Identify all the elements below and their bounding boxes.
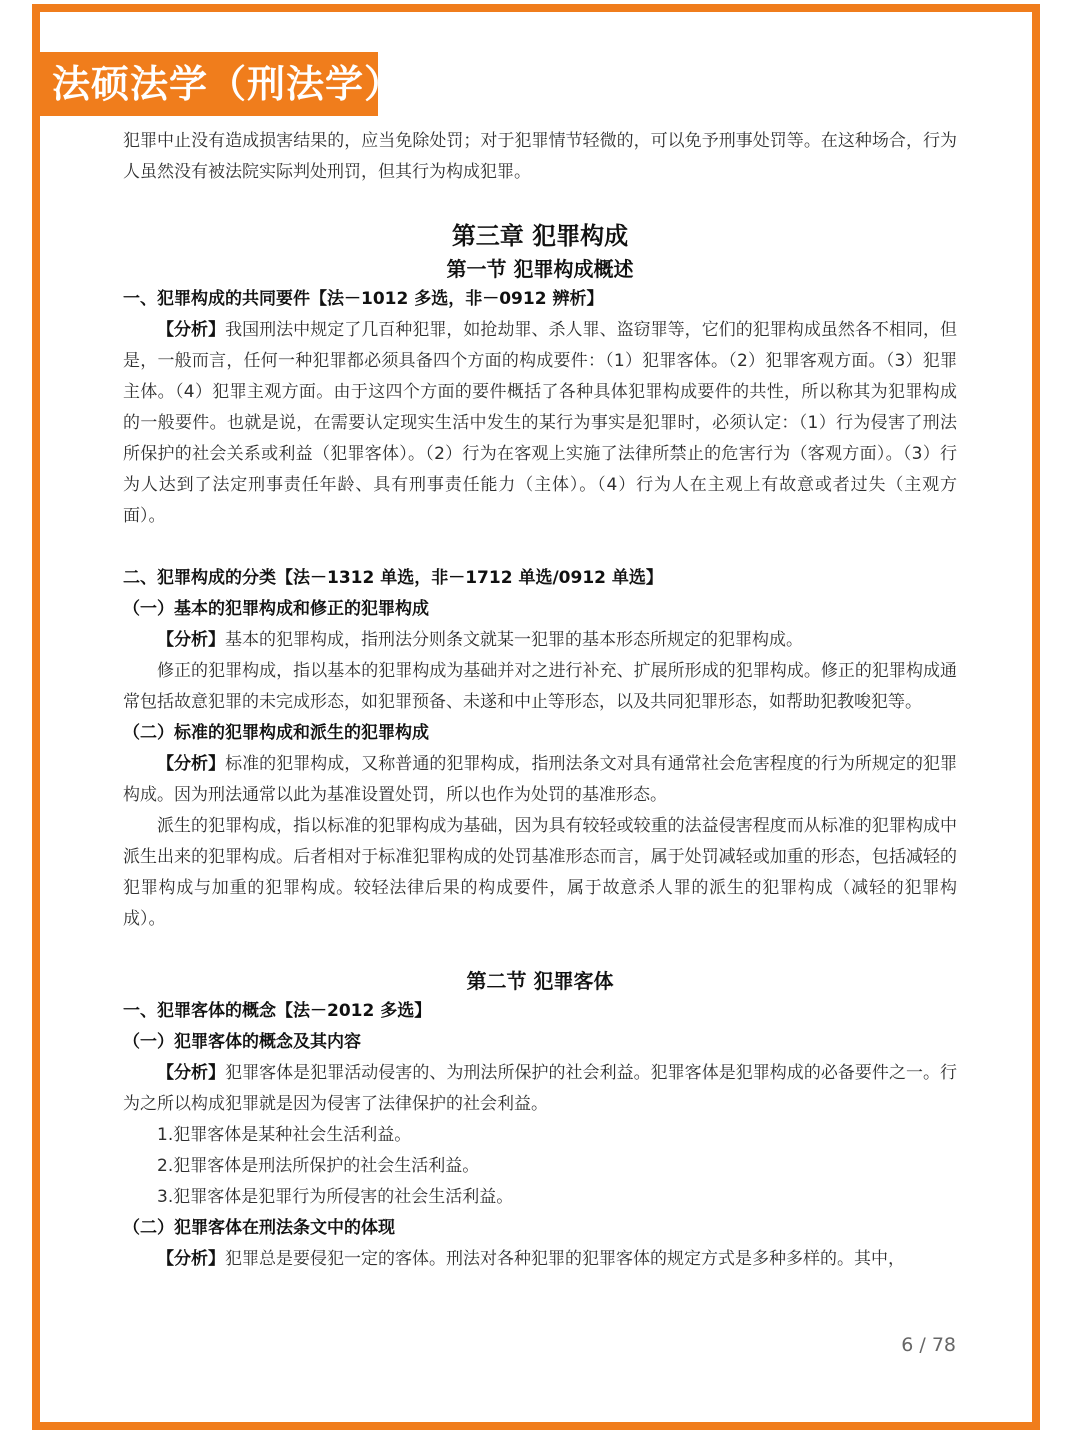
list-item: 1.犯罪客体是某种社会生活利益。 <box>157 1125 412 1145</box>
chapter-title: 第三章 犯罪构成 <box>451 222 629 250</box>
paragraph <box>123 625 957 656</box>
section-title: 第二节 犯罪客体 <box>466 969 614 993</box>
analysis-tag: 【分析】 <box>157 630 225 650</box>
heading-classification: 二、犯罪构成的分类【法－1312 单选，非－1712 单选/0912 单选】 <box>123 568 663 588</box>
analysis-tag: 【分析】 <box>157 1249 225 1269</box>
paragraph: 修正的犯罪构成，指以基本的犯罪构成为基础并对之进行补充、扩展所形成的犯罪构成。修正的犯罪构成通常包括故意犯罪的未完成形态，如犯罪预备、未遂和中止等形态，以及共同犯罪形态，如帮助犯教唆犯等。 <box>123 661 957 712</box>
list-item: 2.犯罪客体是刑法所保护的社会生活利益。 <box>157 1156 480 1176</box>
heading-object-concept: 一、犯罪客体的概念【法－2012 多选】 <box>123 1001 432 1021</box>
analysis-tag: 【分析】 <box>157 320 226 340</box>
header-title: 法硕法学（刑法学） <box>52 62 404 106</box>
paragraph: 派生的犯罪构成，指以标准的犯罪构成为基础，因为具有较轻或较重的法益侵害程度而从标准的犯罪构成中派生出来的犯罪构成。后者相对于标准犯罪构成的处罚基准形态而言，属于处罚减轻或加重的形态，包括减轻的犯罪构成与加重的犯罪构成。较轻法律后果的构成要件，属于故意杀人罪的派生的犯罪构成（减轻的犯罪构成）。 <box>123 816 957 929</box>
paragraph-text: 标准的犯罪构成，又称普通的犯罪构成，指刑法条文对具有通常社会危害程度的行为所规定的犯罪构成。因为刑法通常以此为基准设置处罚，所以也作为处罚的基准形态。 <box>123 754 958 805</box>
subheading: （二）犯罪客体在刑法条文中的体现 <box>123 1218 395 1238</box>
paragraph <box>123 1058 957 1120</box>
subheading: （一）基本的犯罪构成和修正的犯罪构成 <box>123 599 429 619</box>
paragraph-text: 犯罪总是要侵犯一定的客体。刑法对各种犯罪的犯罪客体的规定方式是多种多样的。其中， <box>225 1249 905 1269</box>
paragraph-text: 犯罪客体是犯罪活动侵害的、为刑法所保护的社会利益。犯罪客体是犯罪构成的必备要件之一。行为之所以构成犯罪就是因为侵害了法律保护的社会利益。 <box>123 1063 958 1114</box>
heading-common-elements: 一、犯罪构成的共同要件【法－1012 多选，非－0912 辨析】 <box>123 289 604 309</box>
paragraph <box>123 749 957 811</box>
paragraph-text: 基本的犯罪构成，指刑法分则条文就某一犯罪的基本形态所规定的犯罪构成。 <box>225 630 803 650</box>
subheading: （一）犯罪客体的概念及其内容 <box>123 1032 361 1052</box>
subheading: （二）标准的犯罪构成和派生的犯罪构成 <box>123 723 429 743</box>
page-number: 6 / 78 <box>901 1334 956 1356</box>
paragraph <box>123 1244 957 1275</box>
analysis-tag: 【分析】 <box>157 754 226 774</box>
intro-paragraph: 犯罪中止没有造成损害结果的，应当免除处罚；对于犯罪情节轻微的，可以免予刑事处罚等。在这种场合，行为人虽然没有被法院实际判处刑罚，但其行为构成犯罪。 <box>123 131 957 182</box>
document-body <box>123 126 957 1275</box>
paragraph <box>123 315 957 532</box>
section-title: 第一节 犯罪构成概述 <box>446 257 634 281</box>
analysis-tag: 【分析】 <box>157 1063 226 1083</box>
paragraph-text: 我国刑法中规定了几百种犯罪，如抢劫罪、杀人罪、盗窃罪等，它们的犯罪构成虽然各不相同，但是，一般而言，任何一种犯罪都必须具备四个方面的构成要件：（1）犯罪客体。（2）犯罪客观方面。（3）犯罪主体。（4）犯罪主观方面。由于这四个方面的要件概括了各种具体犯罪构成要件的共性，所以称其为犯罪构成的一般要件。也就是说，在需要认定现实生活中发生的某行为事实是犯罪时，必须认定：（1）行为侵害了刑法所保护的社会关系或利益（犯罪客体）。（2）行为在客观上实施了法律所禁止的危害行为（客观方面）。（3）行为人达到了法定刑事责任年龄、具有刑事责任能力（主体）。（4）行为人在主观上有故意或者过失（主观方面）。 <box>123 320 958 526</box>
list-item: 3.犯罪客体是犯罪行为所侵害的社会生活利益。 <box>157 1187 514 1207</box>
